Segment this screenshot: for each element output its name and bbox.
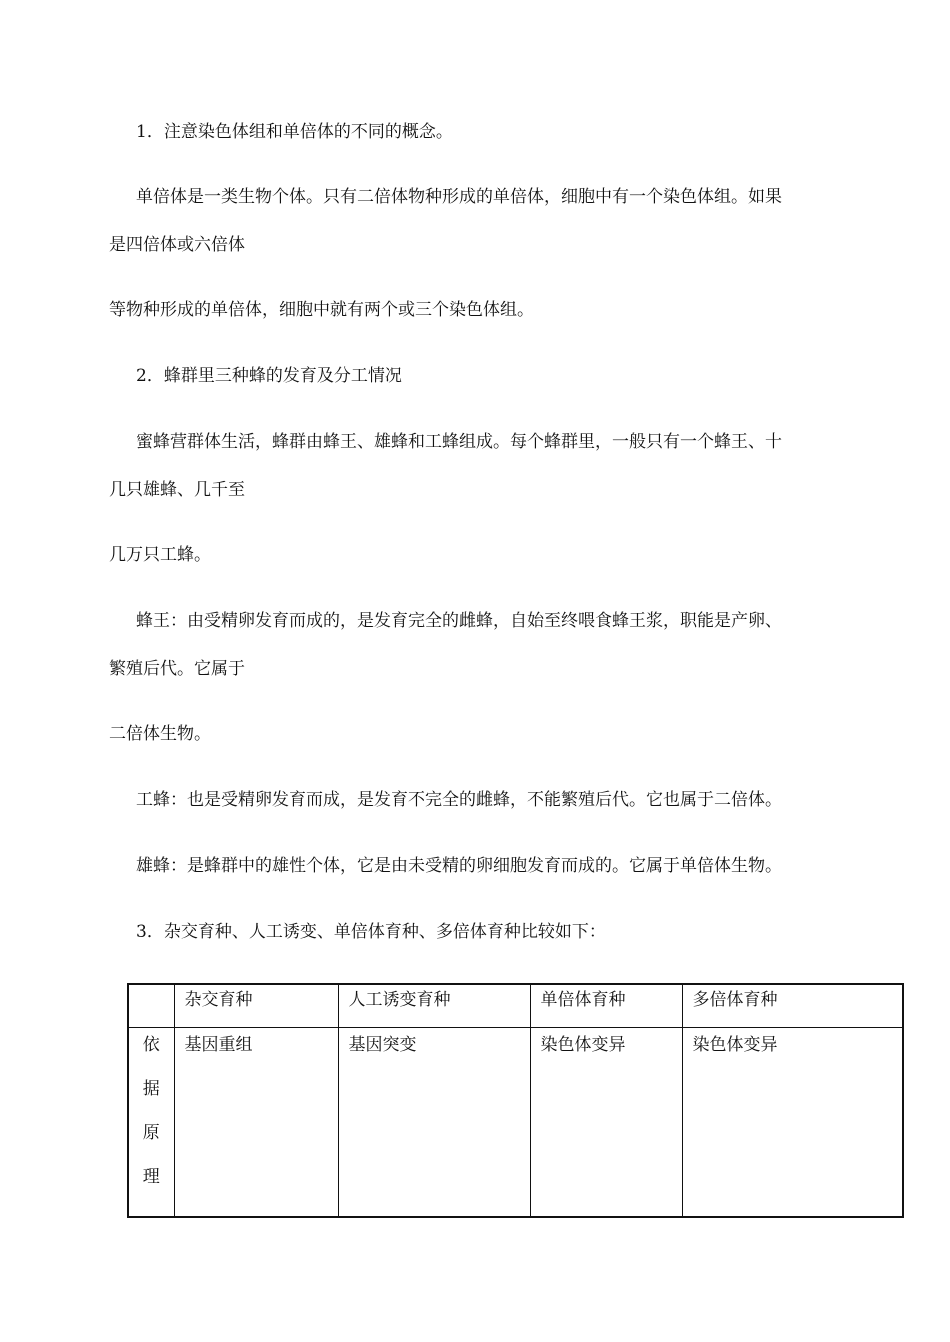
table-cell: 基因突变 xyxy=(338,1028,530,1218)
table-header-row xyxy=(128,984,903,1028)
table-header-cross-breeding: 杂交育种 xyxy=(174,984,338,1028)
point-2-heading: 2．蜂群里三种蜂的发育及分工情况 xyxy=(136,366,402,386)
table-header-induced-mutation: 人工诱变育种 xyxy=(338,984,530,1028)
table-header-polyploid-breeding: 多倍体育种 xyxy=(682,984,903,1028)
table-header-corner xyxy=(128,984,174,1028)
table-cell: 染色体变异 xyxy=(682,1028,903,1218)
queen-bee-paragraph-line-1: 蜂王：由受精卵发育而成的，是发育完全的雌蜂，自始至终喂食蜂王浆，职能是产卵、 xyxy=(136,611,782,631)
drone-bee-paragraph: 雄蜂：是蜂群中的雄性个体，它是由未受精的卵细胞发育而成的。它属于单倍体生物。 xyxy=(136,856,782,876)
queen-bee-paragraph-line-3: 二倍体生物。 xyxy=(109,724,211,744)
point-3-heading: 3．杂交育种、人工诱变、单倍体育种、多倍体育种比较如下： xyxy=(136,922,606,942)
table-cell: 染色体变异 xyxy=(530,1028,682,1218)
row-label-char: 据 xyxy=(142,1079,160,1099)
haploid-paragraph-line-3: 等物种形成的单倍体，细胞中就有两个或三个染色体组。 xyxy=(109,300,534,320)
queen-bee-paragraph-line-2: 繁殖后代。它属于 xyxy=(109,659,245,679)
table-header-haploid-breeding: 单倍体育种 xyxy=(530,984,682,1028)
bee-colony-paragraph-line-3: 几万只工蜂。 xyxy=(109,545,211,565)
row-label-char: 依 xyxy=(142,1035,160,1055)
bee-colony-paragraph-line-2: 几只雄蜂、几千至 xyxy=(109,480,245,500)
worker-bee-paragraph: 工蜂：也是受精卵发育而成，是发育不完全的雌蜂，不能繁殖后代。它也属于二倍体。 xyxy=(136,790,782,810)
row-label-char: 原 xyxy=(142,1123,160,1143)
row-label-principle xyxy=(128,1028,174,1218)
haploid-paragraph-line-1: 单倍体是一类生物个体。只有二倍体物种形成的单倍体，细胞中有一个染色体组。如果 xyxy=(136,187,782,207)
table-cell: 基因重组 xyxy=(174,1028,338,1218)
bee-colony-paragraph-line-1: 蜜蜂营群体生活，蜂群由蜂王、雄蜂和工蜂组成。每个蜂群里，一般只有一个蜂王、十 xyxy=(136,432,782,452)
table-row xyxy=(128,1028,903,1218)
point-1-heading: 1．注意染色体组和单倍体的不同的概念。 xyxy=(136,122,453,142)
breeding-comparison-table xyxy=(127,983,904,1218)
row-label-char: 理 xyxy=(142,1167,160,1187)
haploid-paragraph-line-2: 是四倍体或六倍体 xyxy=(109,235,245,255)
